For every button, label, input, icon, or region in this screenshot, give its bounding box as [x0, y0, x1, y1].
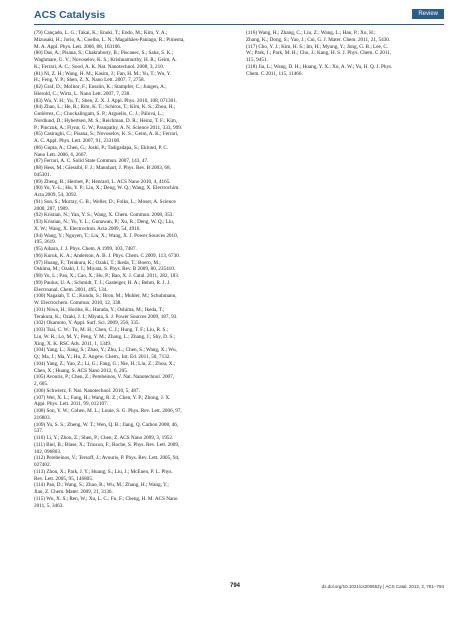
reference-line: (94) Wang, Y.; Nguyen, T.; Liu, X.; Wang, X. J. Power Sources 2010,	[34, 232, 179, 239]
reference-line: Waghmare, U. V.; Novoselov, K. S.; Krishnamurthy, H. R.; Geim, A.	[34, 57, 177, 63]
reference-line: (109) Yu, S. S.; Zheng, W. T.; Wen, Q. B.; Jiang, Q. Carbon 2008, 46,	[34, 421, 179, 428]
reference-line: (87) Ferrari, A. C. Solid State Commun. 2007, 143, 47.	[34, 158, 149, 165]
journal-name: ACS Catalysis	[34, 9, 106, 21]
reference-line: (108) Son, Y. W.; Cohen, M. L.; Louie, S. G. Phys. Rev. Lett. 2006, 97,	[34, 408, 182, 414]
reference-line: (104) Yang, Z.; Yao, Z.; Li, G.; Fang, G.; Nie, H.; Liu, Z.; Zhou, X.;	[34, 360, 176, 367]
reference-line: 537.	[34, 428, 44, 435]
reference-line: (99) Paulus, U. A.; Schmidt, T. J.; Gasteiger, H. A.; Behm, R. J. J.	[34, 279, 171, 286]
reference-line: 027402.	[34, 462, 51, 468]
reference-line: (79) Cançado, L. G.; Takai, K.; Enoki, T.; Endo, M.; Kim, Y. A.;	[34, 30, 168, 36]
reference-line: P.; Pinczuk, A.; Flynn, G. W.; Pasupathy, A. N. Science 2011, 333, 999.	[34, 124, 183, 131]
reference-line: (113) Zhou, X.; Park, J. Y.; Huang, S.; Liu, J.; McEuen, P. L. Phys.	[34, 468, 173, 475]
reference-line: (84) Zhao, L.; He, R.; Rim, K. T.; Schiros, T.; Kim, K. S.; Zhou, H.;	[34, 104, 176, 111]
reference-line: (82) Graf, D.; Molitor, F.; Ensslin, K.; Stampfer, C.; Jungen, A.;	[34, 84, 167, 90]
reference-line: (105) Avouris, P.; Chen, Z.; Perebeinos, V. Nat. Nanotechnol. 2007,	[34, 374, 175, 381]
reference-line: (103) Tsai, C. W.; Tu, M. H.; Chen, C. J.; Hung, T. F.; Liu, R. S.;	[34, 327, 169, 333]
reference-line: Electroanal. Chem. 2001, 495, 134.	[34, 286, 108, 293]
reference-line: 216803.	[34, 414, 51, 421]
reference-line: (114) Pan, D.; Wang, S.; Zhao, B.; Wu, M.; Zhang, H.; Wang, Y.;	[34, 482, 169, 489]
reference-line: (95) Aihara, J. J. Phys. Chem. A 1999, 103, 7487.	[34, 246, 137, 252]
reference-line: Acta 2009, 54, 3092.	[34, 192, 78, 198]
reference-line: Oshima, M.; Ozaki, J. I.; Miyata, S. Phys. Rev. B 2009, 80, 235410.	[34, 266, 176, 273]
reference-line: (83) Wu, Y. H.; Yu, T.; Shen, Z. X. J. Appl. Phys. 2010, 108, 071301.	[34, 97, 178, 104]
reference-line: (80) Das, A.; Pisana, S.; Chakraborty, B.; Piscanec, S.; Saha, S. K.;	[34, 50, 174, 57]
reference-line: (85) Casiraghi, C.; Pisana, S.; Novoselov, K. S.; Geim, A. K.; Ferrari,	[34, 131, 179, 138]
reference-line: (91) Sun, S.; Murray, C. B.; Weller, D.; Folks, L.; Moser, A. Science	[34, 198, 176, 205]
reference-line: (89) Zheng, B.; Hermet, P.; Henrard, L. ACS Nano 2010, 4, 4165.	[34, 178, 171, 185]
reference-line: (101) Niwa, H.; Horiba, K.; Harada, Y.; Oshima, M.; Ikeda, T.;	[34, 306, 165, 313]
reference-line: K.; Ferrari, A. C.; Sood, A. K. Nat. Nanotechnol. 2008, 3, 210.	[34, 63, 165, 70]
reference-line: Rev. Lett. 2005, 95, 146805.	[34, 475, 94, 482]
reference-line: W. Electrochem. Commun. 2010, 12, 338.	[34, 300, 122, 306]
reference-line: (81) Ni, Z. H.; Wang, H. M.; Kasim, J.; Fan, H. M.; Yu, T.; Wu, Y.	[34, 70, 172, 77]
reference-line: (96) Kuruk, K. A.; Anderson, A. B. J. Phys. Chem. C 2009, 113, 6730.	[34, 252, 181, 259]
reference-line: (117) Cho, Y. J.; Kim, H. S.; Im, H.; Myung, Y.; Jung, G. B.; Lee, C.	[246, 43, 389, 50]
reference-line: (97) Huang, F.; Terakura, K.; Ozaki, T.; Ikeda, T.; Boero, M.;	[34, 259, 161, 266]
reference-line: 102, 096803.	[34, 448, 62, 455]
reference-line: (112) Perebeinos, V.; Tersoff, J.; Avouris, P. Phys. Rev. Lett. 2005, 94,	[34, 455, 180, 462]
reference-line: Chem. C 2011, 115, 11466.	[246, 70, 303, 77]
running-header	[34, 8, 444, 25]
reference-line: (90) Yu, Y.-L.; Hu, Y. P.; Liu, X.; Deng, W. Q.; Wang, X. Electrochim.	[34, 185, 180, 192]
reference-line: 2, 605.	[34, 381, 49, 387]
reference-line: Zhang, K.; Dong, S.; Yao, J.; Cui, G. J. Mater. Chem. 2011, 21, 5430.	[246, 36, 391, 43]
reference-line: (107) Wei, X. L.; Fang, H.; Wang, R. Z.; Chen, Y. P.; Zhong, J. X.	[34, 394, 171, 401]
reference-line: 045301.	[34, 171, 51, 178]
reference-line: (116) Wang, H.; Zhang, C.; Liu, Z.; Wang, L.; Han, P.; Xu, H.;	[246, 30, 376, 36]
reference-line: (98) Yu, L.; Pan, X.; Cao, X.; Hu, P.; Bao, X. J. Catal. 2011, 282, 183.	[34, 273, 180, 279]
reference-line: (115) Wu, X. S.; Ren, W.; Xu, L. C.; Fu, F.; Cheng, H. M. ACS Nano	[34, 495, 178, 502]
reference-line: Jiao, Z. Chem. Mater. 2009, 21, 3136.	[34, 489, 113, 495]
references-left-column	[34, 30, 234, 509]
page-footer	[34, 583, 444, 593]
reference-line: Q.; Ma, J.; Ma, Y.; Hu, Z. Angew. Chem., Int. Ed. 2011, 50, 7132.	[34, 354, 171, 360]
reference-line: (88) Hess, M.; Giessibl, F. J.; Mannhart, J. Phys. Rev. B 2003, 68,	[34, 165, 171, 171]
reference-line: (102) Okamoto, Y. Appl. Surf. Sci. 2009, 256, 335.	[34, 320, 140, 327]
article-type-badge: Review	[412, 9, 444, 19]
reference-line: (86) Gupta, A.; Chen, G.; Joshi, P.; Tadigadapa, S.; Eklund, P. C.	[34, 144, 169, 151]
reference-line: 115, 9451.	[246, 57, 268, 63]
reference-line: Hierold, C.; Wirtz, L. Nano Lett. 2007, 7, 238.	[34, 90, 131, 97]
reference-line: Nano Lett. 2006, 6, 2667.	[34, 151, 88, 158]
reference-line: Gutiérrez, C.; Chockalingam, S. P.; Arguello, C. J.; Pálová, L.;	[34, 111, 164, 117]
reference-line: (100) Nagaiah, T. C.; Kundu, S.; Bron, M.; Muhler, M.; Schuhmann,	[34, 293, 177, 300]
reference-line: 2000, 287, 1989.	[34, 205, 70, 212]
reference-line: (92) Kristian, N.; Yan, Y. S.; Wang, X. Chem. Commun. 2008, 353.	[34, 212, 174, 219]
reference-line: M. A. Appl. Phys. Lett. 2006, 88, 163106.	[34, 43, 122, 50]
reference-line: Appl. Phys. Lett. 2011, 99, 012107.	[34, 401, 109, 408]
references-right-column	[246, 30, 446, 77]
reference-line: Xing, X. K. RSC Adv. 2011, 1, 1349.	[34, 340, 112, 347]
reference-line: A. C. Appl. Phys. Lett. 2007, 91, 233108.	[34, 138, 121, 144]
reference-line: X. W.; Wang, X. Electrochim. Acta 2009, 54, 4916.	[34, 225, 141, 232]
page-number: 794	[230, 583, 241, 589]
reference-line: (111) Biel, B.; Blase, X.; Triozon, F.; Roche, S. Phys. Rev. Lett. 2009,	[34, 441, 180, 448]
reference-line: Terakura, K.; Ozaki, J. I.; Miyata, S. J. Power Sources 2009, 187, 93.	[34, 313, 178, 320]
reference-line: (106) Schwierz, F. Nat. Nanotechnol. 2010, 5, 487.	[34, 387, 140, 394]
reference-line: (110) Li, Y.; Zhou, Z.; Shen, P.; Chen, Z. ACS Nano 2009, 3, 1952.	[34, 435, 174, 441]
reference-line: Liu, W. R.; Lo, M. Y.; Peng, Y. M.; Zhang, L.; Zhang, J.; Shy, D. S.;	[34, 333, 176, 340]
reference-line: Nordlund, D.; Hybertsen, M. S.; Reichman, D. R.; Heinz, T. F.; Kim,	[34, 117, 178, 124]
reference-line: H.; Feng, Y. P.; Shen, Z. X. Nano Lett. 2007, 7, 2758.	[34, 77, 145, 84]
reference-line: 2011, 5, 3463.	[34, 502, 64, 509]
reference-line: Mizusaki, H.; Jorio, A.; Coelho, L. N.; Magalhães-Paniago, R.; Pimenta,	[34, 36, 185, 43]
reference-line: (93) Kristian, N.; Yu, Y. L.; Gunawan, P.; Xu, R.; Deng, W. Q.; Liu,	[34, 219, 175, 225]
reference-line: Chen, X.; Huang, S. ACS Nano 2012, 6, 205.	[34, 367, 129, 374]
reference-line: W.; Park, J.; Park, M. H.; Cho, J.; Kang, H. S. J. Phys. Chem. C 2011,	[246, 50, 392, 57]
doi-citation: dx.doi.org/10.1021/cs200652y | ACS Catal. 2012, 2, 781−794	[321, 584, 444, 589]
reference-line: (118) Jia, L.; Wang, D. H.; Huang, Y. X.; Xu, A. W.; Yu, H. Q. J. Phys.	[246, 63, 393, 70]
reference-line: (104) Yang, L.; Jiang, S.; Zhao, Y.; Zhu, L.; Chen, S.; Wang, X.; Wu,	[34, 347, 177, 354]
reference-line: 195, 2619.	[34, 239, 57, 246]
